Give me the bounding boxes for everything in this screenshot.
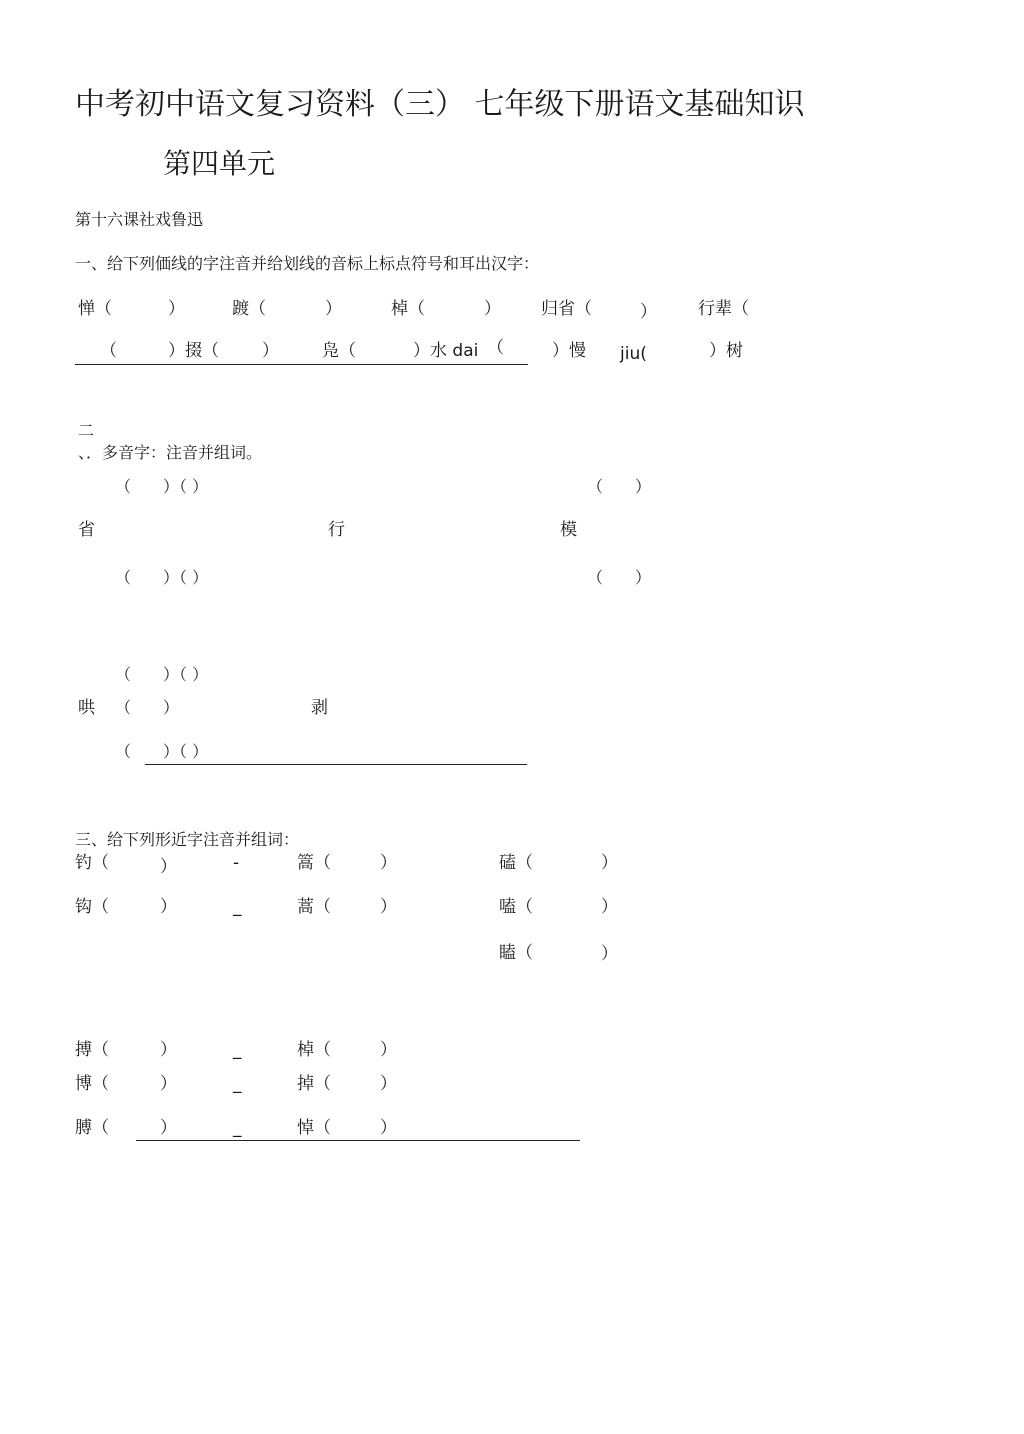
close-paren: ）	[380, 897, 397, 917]
section2-heading-a: 二	[78, 421, 95, 440]
item-text: （	[487, 338, 504, 358]
item-text: ）	[168, 299, 185, 319]
close-paren: ）	[601, 853, 618, 873]
item-text: ）掇（	[168, 341, 219, 361]
similar-char: 磕（	[499, 853, 533, 873]
item-text: 惮（	[78, 299, 112, 319]
item-text: ）	[325, 299, 342, 319]
close-paren: ）	[380, 853, 397, 873]
lesson-title: 第十六课社戏鲁迅	[75, 210, 204, 229]
close-paren: ）	[601, 897, 618, 917]
underscore-mark: _	[233, 1074, 242, 1094]
close-paren: ）	[160, 1040, 177, 1060]
item-text: 凫（	[322, 341, 356, 361]
item-text: ）树	[709, 341, 743, 361]
close-paren: ）	[160, 1118, 177, 1138]
dash-mark: -	[233, 853, 240, 873]
paren-pair: （ ）（ ）	[115, 477, 209, 496]
similar-char: 搏（	[75, 1040, 109, 1060]
close-paren: ）	[380, 1074, 397, 1094]
polyphone-char: 哄	[78, 698, 95, 718]
similar-char: 蒿（	[297, 897, 331, 917]
item-text: ）慢	[552, 341, 586, 361]
similar-char: 膊（	[75, 1118, 109, 1138]
item-text: ）	[262, 341, 279, 361]
underline-rule	[136, 1140, 580, 1141]
item-text: 归省（	[541, 299, 592, 319]
paren-pair: （ ）（ ）	[115, 665, 209, 684]
item-text: 行辈（	[698, 299, 749, 319]
similar-char: 掉（	[297, 1074, 331, 1094]
paren-pair: （ ）（ ）	[115, 742, 209, 761]
close-paren: ）	[601, 944, 618, 964]
underline-rule	[145, 764, 527, 765]
similar-char: 悼（	[297, 1118, 331, 1138]
paren-single: （ ）	[587, 477, 652, 496]
underscore-mark: _	[233, 1040, 242, 1060]
item-text: 棹（	[391, 299, 425, 319]
item-text: ）水 dai	[413, 341, 479, 361]
underline-rule	[75, 364, 528, 365]
similar-char: 篙（	[297, 853, 331, 873]
close-paren: ）	[160, 1074, 177, 1094]
item-text: （	[100, 341, 117, 361]
section2-heading-b: 、．多音字：注音并组词。	[78, 443, 263, 462]
close-paren: ）	[380, 1040, 397, 1060]
polyphone-char: 行	[328, 520, 345, 540]
similar-char: 钓（	[75, 853, 109, 873]
item-text: ）	[640, 302, 657, 322]
similar-char: 棹（	[297, 1040, 331, 1060]
paren-single: （ ）	[587, 568, 652, 587]
underscore-mark: _	[233, 897, 242, 917]
similar-char: 博（	[75, 1074, 109, 1094]
similar-char: 钩（	[75, 897, 109, 917]
paren-pair: （ ）（ ）	[115, 568, 209, 587]
similar-char: 瞌（	[499, 943, 533, 963]
section1-heading: 一、给下列価线的字注音并给划线的音标上标点符号和耳出汉字：	[75, 254, 540, 273]
paren-single: （ ）	[115, 698, 180, 717]
close-paren: ）	[160, 897, 177, 917]
polyphone-char: 省	[78, 520, 95, 540]
similar-char: 嗑（	[499, 897, 533, 917]
underscore-mark: _	[233, 1118, 242, 1138]
polyphone-char: 模	[560, 520, 577, 540]
unit-title: 第四单元	[163, 147, 276, 180]
close-paren: ）	[160, 857, 177, 877]
item-text: jiu(	[620, 344, 647, 364]
polyphone-char: 剥	[311, 698, 328, 718]
item-text: ）	[484, 299, 501, 319]
close-paren: ）	[380, 1118, 397, 1138]
section3-heading: 三、给下列形近字注音并组词：	[75, 830, 300, 849]
item-text: 踱（	[232, 299, 266, 319]
page-title: 中考初中语文复习资料（三） 七年级下册语文基础知识	[75, 87, 805, 122]
